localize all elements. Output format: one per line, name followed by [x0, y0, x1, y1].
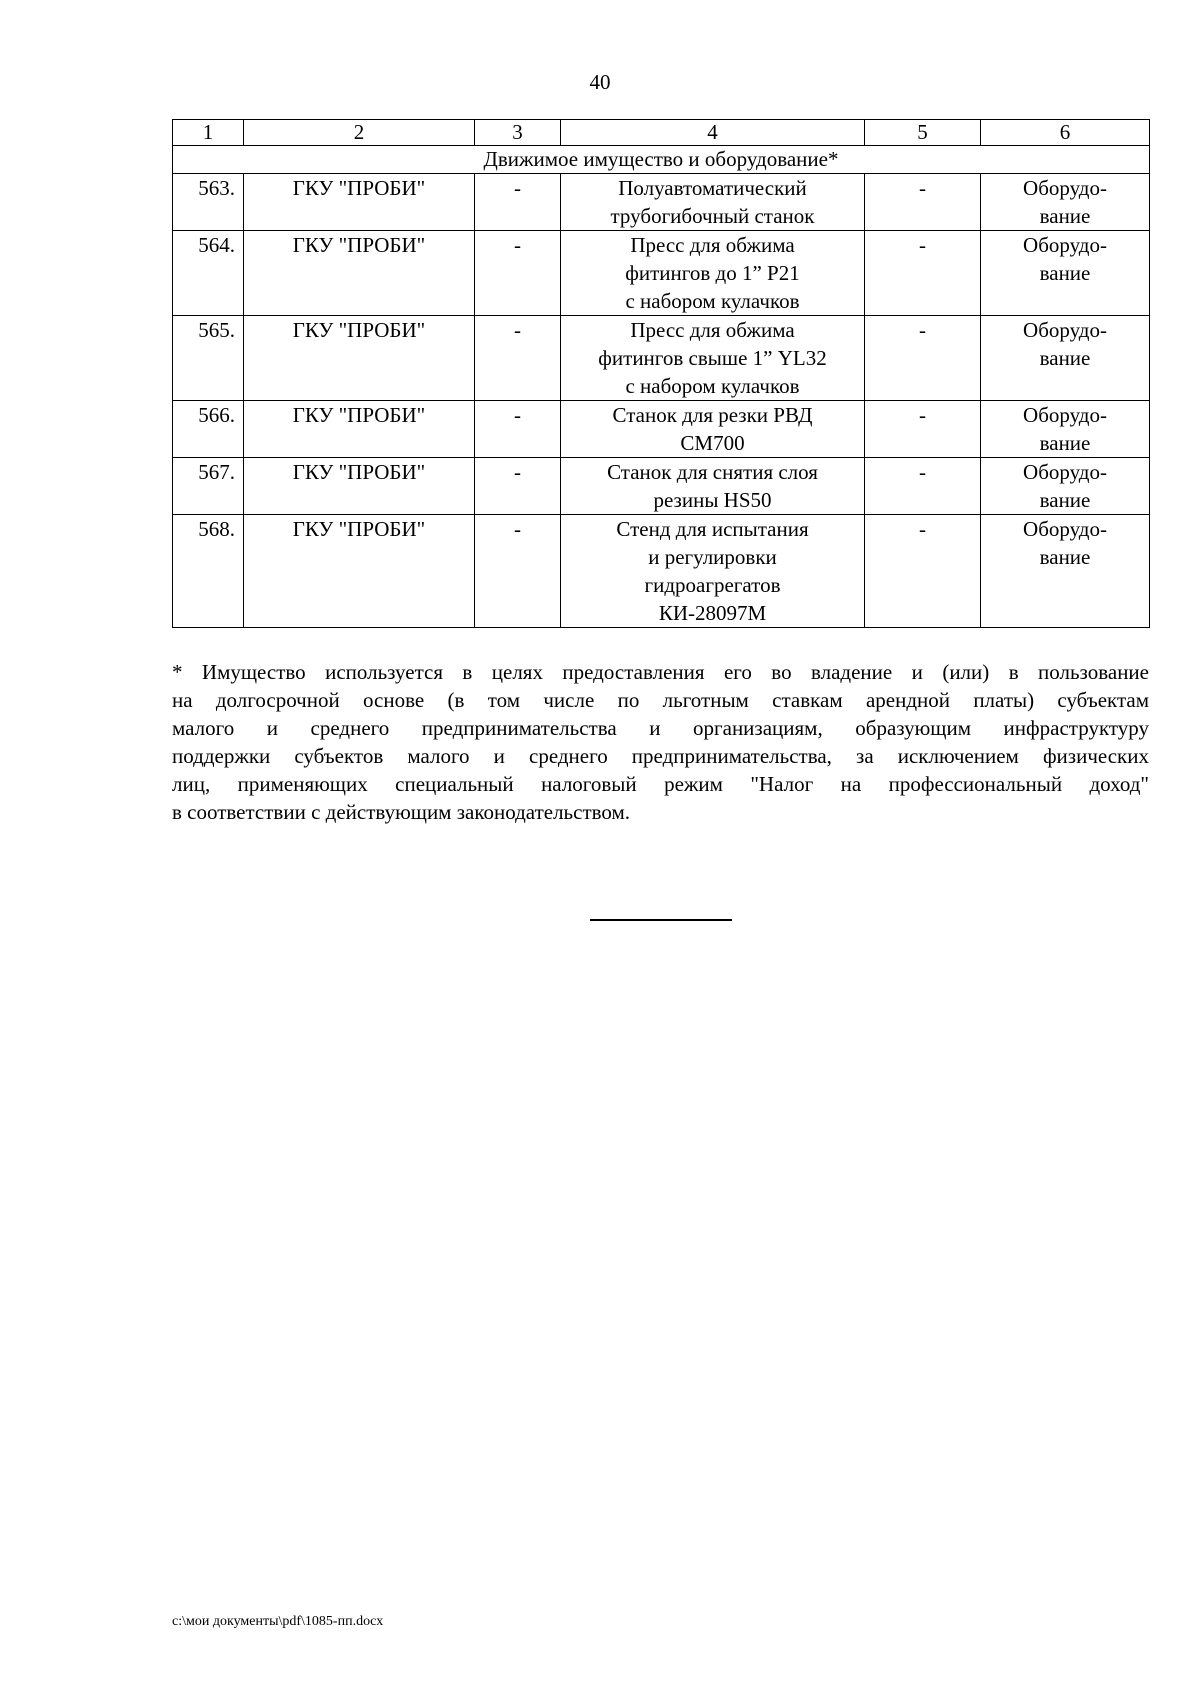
row-type-line: вание	[1039, 488, 1091, 512]
row-name-line: Полуавтоматический	[618, 176, 807, 200]
header-cell: 1	[173, 120, 244, 146]
footnote-line: в соответствии с действующим законодательством.	[172, 800, 631, 824]
row-col5: -	[865, 458, 981, 515]
row-holder: ГКУ "ПРОБИ"	[244, 515, 475, 628]
row-type-line: вание	[1039, 261, 1091, 285]
row-name-line: с набором кулачков	[625, 374, 800, 398]
page-number: 40	[589, 70, 611, 94]
row-number: 567.	[173, 458, 244, 515]
row-col5: -	[865, 316, 981, 401]
row-holder: ГКУ "ПРОБИ"	[244, 174, 475, 231]
table-row	[173, 174, 1150, 231]
section-row	[173, 146, 1150, 174]
footnote-line: на долгосрочной основе (в том числе по льготным ставкам арендной платы) субъектам	[172, 688, 1149, 712]
table-row	[173, 515, 1150, 628]
row-number: 566.	[173, 401, 244, 458]
row-name	[561, 231, 865, 316]
row-name-line: фитингов до 1” P21	[625, 261, 800, 285]
row-col5: -	[865, 174, 981, 231]
file-path: c:\мои документы\pdf\1085-пп.docx	[172, 1614, 384, 1629]
row-type	[981, 515, 1150, 628]
row-type	[981, 231, 1150, 316]
row-type-line: Оборудо-	[1023, 176, 1107, 200]
row-name-line: Станок для резки РВД	[612, 403, 813, 427]
row-name-line: фитингов свыше 1” YL32	[598, 346, 827, 370]
row-col3: -	[475, 316, 561, 401]
row-col5: -	[865, 515, 981, 628]
header-cell: 2	[244, 120, 475, 146]
row-type	[981, 401, 1150, 458]
row-col5: -	[865, 231, 981, 316]
row-name-line: Стенд для испытания	[616, 517, 809, 541]
row-col3: -	[475, 231, 561, 316]
table-header-row	[173, 120, 1150, 146]
row-type	[981, 174, 1150, 231]
table-row	[173, 231, 1150, 316]
row-name-line: КИ-28097М	[658, 601, 767, 625]
row-type-line: Оборудо-	[1023, 403, 1107, 427]
row-name-line: и регулировки	[648, 545, 777, 569]
row-holder: ГКУ "ПРОБИ"	[244, 458, 475, 515]
row-holder: ГКУ "ПРОБИ"	[244, 401, 475, 458]
table-row	[173, 316, 1150, 401]
header-cell: 5	[865, 120, 981, 146]
row-name-line: CM700	[680, 431, 745, 455]
row-name-line: гидроагрегатов	[644, 573, 781, 597]
footnote	[172, 658, 1149, 826]
footnote-line: * Имущество используется в целях предоставления его во владение и (или) в пользование	[172, 660, 1149, 684]
row-name-line: трубогибочный станок	[610, 204, 815, 228]
header-cell: 3	[475, 120, 561, 146]
row-col3: -	[475, 401, 561, 458]
row-name-line: Пресс для обжима	[630, 318, 795, 342]
row-type	[981, 316, 1150, 401]
row-name	[561, 401, 865, 458]
row-name-line: резины HS50	[653, 488, 772, 512]
footnote-line: лиц, применяющих специальный налоговый режим "Налог на профессиональный доход"	[172, 772, 1149, 796]
row-holder: ГКУ "ПРОБИ"	[244, 316, 475, 401]
row-col3: -	[475, 174, 561, 231]
row-name-line: с набором кулачков	[625, 289, 800, 313]
row-type-line: Оборудо-	[1023, 517, 1107, 541]
row-name	[561, 458, 865, 515]
row-col3: -	[475, 515, 561, 628]
header-cell: 4	[561, 120, 865, 146]
row-type-line: Оборудо-	[1023, 233, 1107, 257]
row-type-line: Оборудо-	[1023, 460, 1107, 484]
row-name-line: Станок для снятия слоя	[607, 460, 818, 484]
row-holder: ГКУ "ПРОБИ"	[244, 231, 475, 316]
end-divider	[590, 919, 732, 921]
table-row	[173, 401, 1150, 458]
row-col5: -	[865, 401, 981, 458]
row-type	[981, 458, 1150, 515]
footnote-line: поддержки субъектов малого и среднего предпринимательства, за исключением физических	[172, 744, 1149, 768]
row-type-line: вание	[1039, 204, 1091, 228]
row-type-line: Оборудо-	[1023, 318, 1107, 342]
row-type-line: вание	[1039, 431, 1091, 455]
row-number: 565.	[173, 316, 244, 401]
row-name	[561, 174, 865, 231]
row-type-line: вание	[1039, 545, 1091, 569]
row-number: 563.	[173, 174, 244, 231]
row-name	[561, 515, 865, 628]
footnote-line: малого и среднего предпринимательства и организациям, образующим инфраструктуру	[172, 716, 1149, 740]
property-table	[172, 119, 1150, 628]
section-title: Движимое имущество и оборудование*	[173, 146, 1150, 174]
row-type-line: вание	[1039, 346, 1091, 370]
header-cell: 6	[981, 120, 1150, 146]
row-name	[561, 316, 865, 401]
row-number: 564.	[173, 231, 244, 316]
row-number: 568.	[173, 515, 244, 628]
row-col3: -	[475, 458, 561, 515]
row-name-line: Пресс для обжима	[630, 233, 795, 257]
table-row	[173, 458, 1150, 515]
